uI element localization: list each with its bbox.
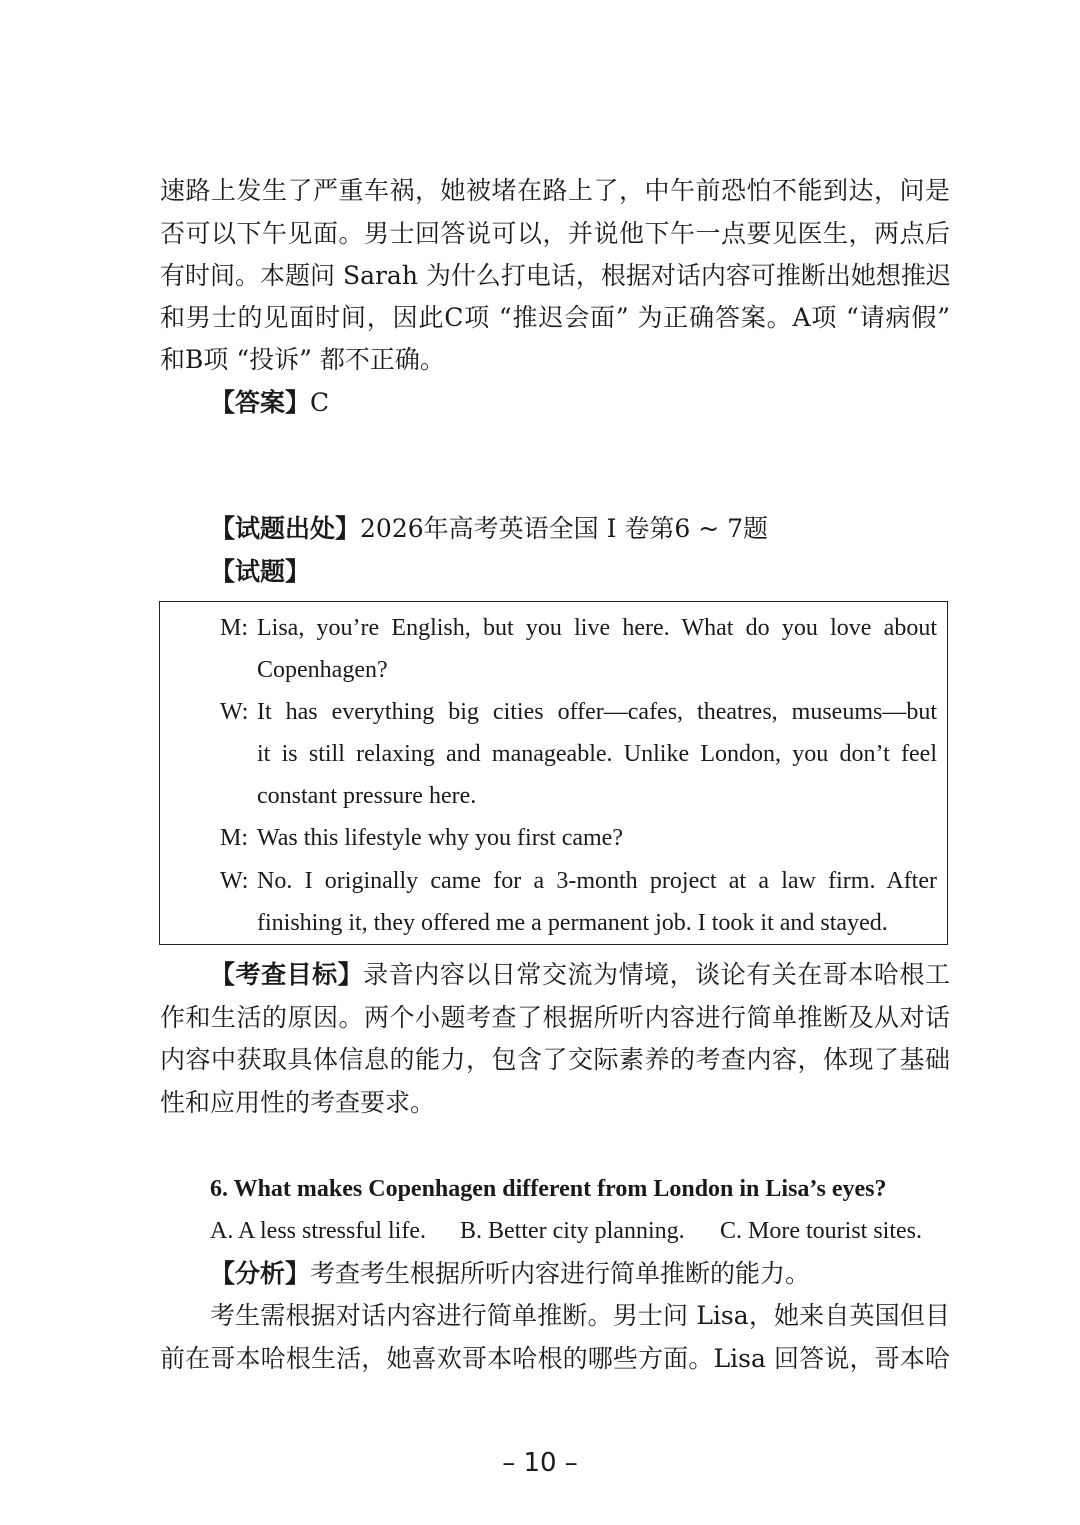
speaker-label: W: (220, 699, 249, 725)
speaker-label: M: (220, 615, 249, 641)
answer-tag: 【答案】 (210, 388, 311, 417)
answer-line (210, 385, 950, 421)
question-6-stem: 6. What makes Copenhagen different from London in Lisa’s eyes? (210, 1176, 887, 1202)
paragraph-line: 有时间。本题问 Sarah 为什么打电话，根据对话内容可推断出她想推迟 (160, 261, 951, 290)
paragraph-line: 和男士的见面时间，因此C项 “推迟会面” 为正确答案。A项 “请病假” (160, 303, 950, 332)
objective-line: 性和应用性的考查要求。 (160, 1088, 436, 1117)
dialogue-line: Was this lifestyle why you first came? (257, 825, 623, 851)
dialogue-line: Copenhagen? (257, 657, 388, 683)
speaker-label: W: (220, 868, 249, 894)
page-number: – 10 – (502, 1448, 578, 1478)
paragraph-line: 考生需根据对话内容进行简单推断。男士问 Lisa，她来自英国但目 (210, 1301, 950, 1330)
dialogue-line: finishing it, they offered me a permanent job. I took it and stayed. (257, 910, 888, 936)
objective-line (210, 957, 950, 993)
analysis-text: 考查考生根据所听内容进行简单推断的能力。 (310, 1259, 811, 1288)
option-c: C. More tourist sites. (720, 1218, 922, 1244)
dialogue-line: it is still relaxing and manageable. Unlike London, you don’t feel (257, 741, 937, 767)
analysis-line (210, 1256, 950, 1292)
dialogue-line: Lisa, you’re English, but you live here. What do you love about (257, 615, 937, 641)
paragraph-line: 和B项 “投诉” 都不正确。 (160, 345, 445, 374)
source-tag: 【试题出处】 (210, 514, 361, 543)
question-label: 【试题】 (210, 557, 311, 586)
question-6-options (210, 1213, 950, 1249)
answer-value: C (310, 388, 330, 417)
speaker-label: M: (220, 825, 249, 851)
paragraph-line: 否可以下午见面。男士回答说可以，并说他下午一点要见医生，两点后 (160, 219, 950, 248)
objective-tag: 【考查目标】 (210, 960, 364, 989)
dialogue-line: constant pressure here. (257, 783, 477, 809)
dialogue-line: No. I originally came for a 3-month project at a law firm. After (257, 868, 937, 894)
option-b: B. Better city planning. (460, 1218, 685, 1244)
objective-line: 作和生活的原因。两个小题考查了根据所听内容进行简单推断及从对话 (160, 1003, 950, 1032)
source-line (210, 511, 950, 547)
objective-line: 内容中获取具体信息的能力，包含了交际素养的考查内容，体现了基础 (160, 1045, 950, 1074)
source-text: 2026年高考英语全国 I 卷第6 ~ 7题 (360, 514, 769, 543)
paragraph-line: 速路上发生了严重车祸，她被堵在路上了，中午前恐怕不能到达，问是 (160, 176, 950, 205)
dialogue-line: It has everything big cities offer—cafes, theatres, museums—but (257, 699, 937, 725)
option-a: A. A less stressful life. (210, 1218, 426, 1244)
analysis-tag: 【分析】 (210, 1259, 311, 1288)
paragraph-line: 前在哥本哈根生活，她喜欢哥本哈根的哪些方面。Lisa 回答说，哥本哈 (160, 1344, 950, 1373)
objective-text: 录音内容以日常交流为情境，谈论有关在哥本哈根工 (363, 960, 950, 989)
